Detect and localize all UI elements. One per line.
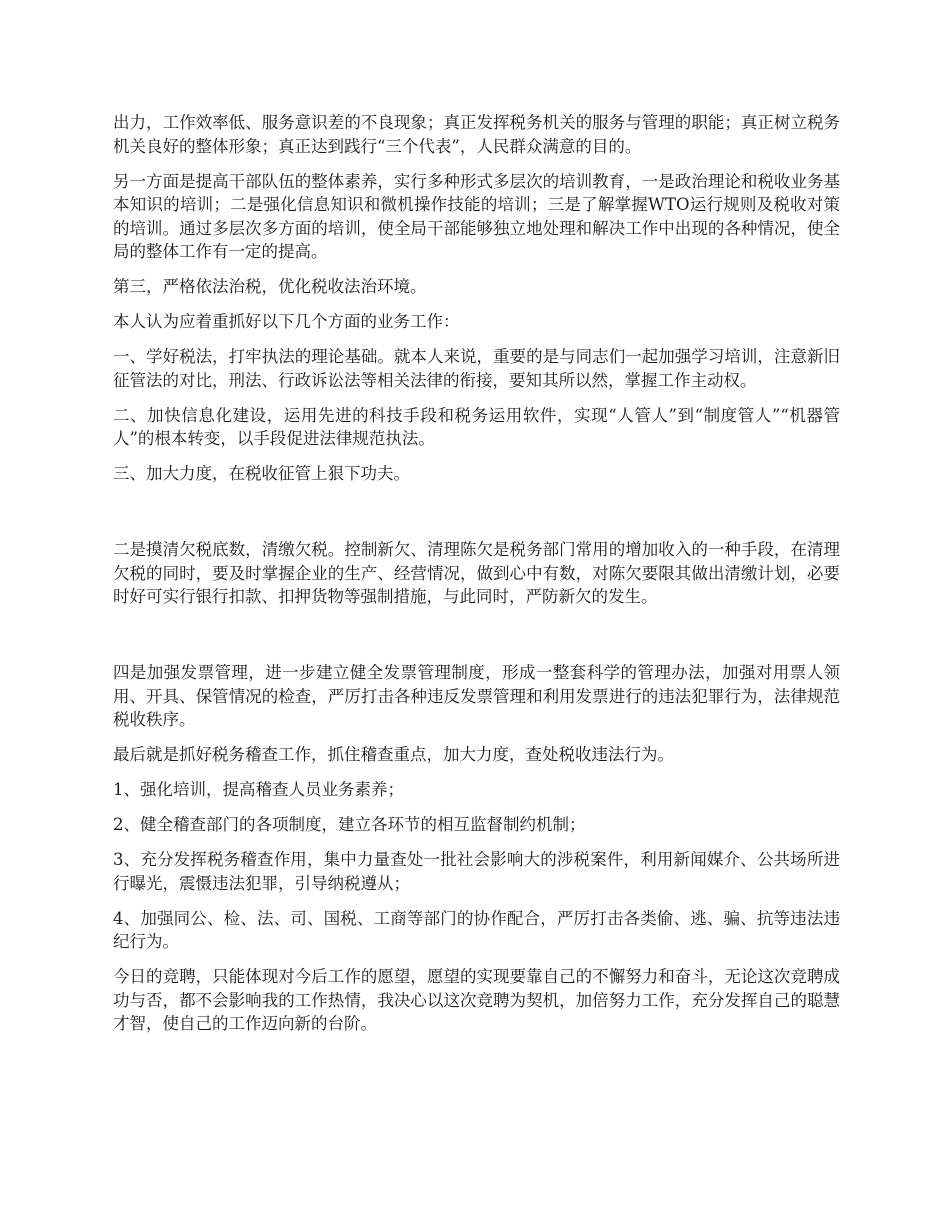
document-body [113,111,840,1047]
paragraph: 本人认为应着重抓好以下几个方面的业务工作： [113,312,460,331]
paragraph: 三、加大力度，在税收征管上狠下功夫。 [113,464,410,483]
paragraph-gap [113,620,840,661]
paragraph: 最后就是抓好税务稽查工作，抓住稽查重点，加大力度，查处税收违法行为。 [113,745,674,764]
paragraph: 二是摸清欠税底数，清缴欠税。控制新欠、清理陈欠是税务部门常用的增加收入的一种手段，在清理欠税的同时，要及时掌握企业的生产、经营情况，做到心中有数，对陈欠要限其做出清缴计划，必要时好可实行银行扣款、扣押货物等强制措施，与此同时，严防新欠的发生。 [113,540,840,606]
paragraph: 第三，严格依法治税，优化税收法治环境。 [113,277,427,296]
paragraph: 出力，工作效率低、服务意识差的不良现象；真正发挥税务机关的服务与管理的职能；真正树立税务机关良好的整体形象；真正达到践行“三个代表”，人民群众满意的目的。 [113,113,840,156]
paragraph-gap [113,497,840,538]
paragraph: 一、学好税法，打牢执法的理论基础。就本人来说，重要的是与同志们一起加强学习培训，注意新旧征管法的对比，刑法、行政诉讼法等相关法律的衔接，要知其所以然，掌握工作主动权。 [113,347,840,390]
list-item: 1、强化培训，提高稽查人员业务素养； [113,780,404,799]
list-item: 2、健全稽查部门的各项制度，建立各环节的相互监督制约机制； [113,815,586,834]
paragraph: 二、加快信息化建设，运用先进的科技手段和税务运用软件，实现“人管人”到“制度管人”“机器管人”的根本转变，以手段促进法律规范执法。 [113,405,840,448]
list-item: 4、加强同公、检、法、司、国税、工商等部门的协作配合，严厉打击各类偷、逃、骗、抗等违法违纪行为。 [113,908,840,951]
paragraph: 另一方面是提高干部队伍的整体素养，实行多种形式多层次的培训教育，一是政治理论和税收业务基本知识的培训；二是强化信息知识和微机操作技能的培训；三是了解掌握WTO运行规则及税收对策的培训。通过多层次多方面的培训，使全局干部能够独立地处理和解决工作中出现的各种情况，使全局的整体工作有一定的提高。 [113,171,840,261]
paragraph: 四是加强发票管理，进一步建立健全发票管理制度，形成一整套科学的管理办法，加强对用票人领用、开具、保管情况的检查，严厉打击各种违反发票管理和利用发票进行的违法犯罪行为，法律规范税收秩序。 [113,663,840,729]
paragraph: 今日的竞聘，只能体现对今后工作的愿望，愿望的实现要靠自己的不懈努力和奋斗，无论这次竞聘成功与否，都不会影响我的工作热情，我决心以这次竞聘为契机，加倍努力工作，充分发挥自己的聪慧才智，使自己的工作迈向新的台阶。 [113,967,840,1033]
list-item: 3、充分发挥税务稽查作用，集中力量查处一批社会影响大的涉税案件，利用新闻媒介、公共场所进行曝光，震慑违法犯罪，引导纳税遵从； [113,850,840,893]
